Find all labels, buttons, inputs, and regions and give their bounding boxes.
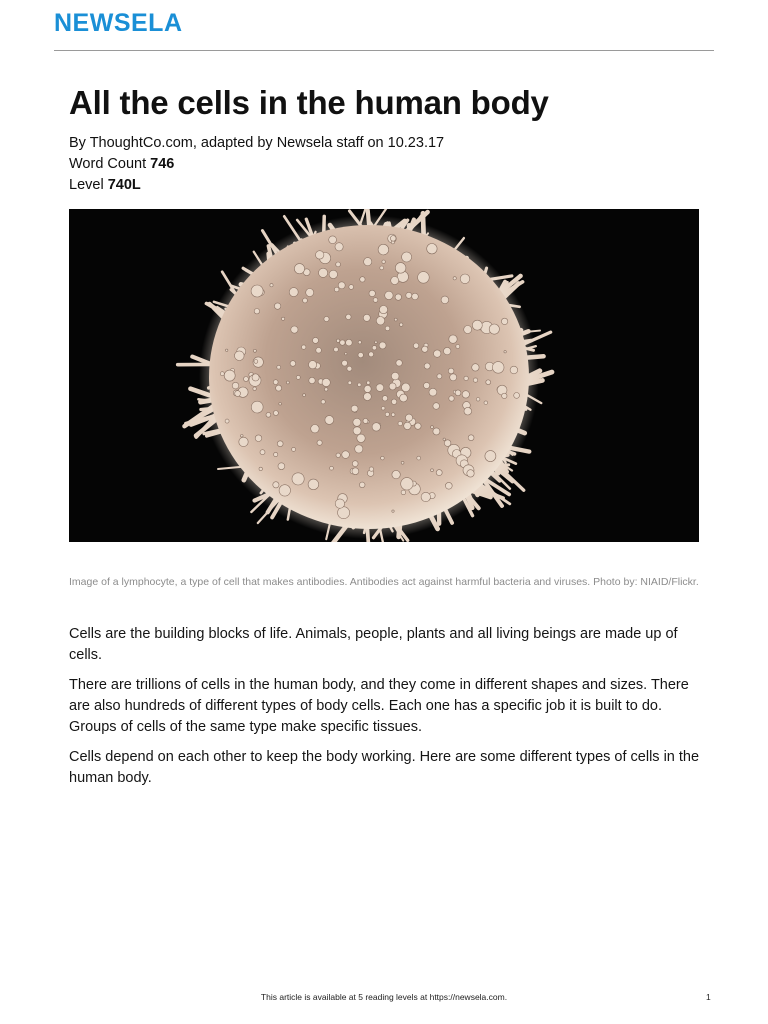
surface-bleb <box>316 251 324 259</box>
surface-bleb <box>239 437 248 446</box>
surface-bleb <box>279 403 282 406</box>
surface-bleb <box>273 482 279 488</box>
surface-bleb <box>251 285 263 297</box>
surface-bleb <box>303 298 308 303</box>
surface-bleb <box>431 426 434 429</box>
surface-bleb <box>400 323 403 326</box>
surface-bleb <box>514 393 520 399</box>
surface-bleb <box>321 400 325 404</box>
surface-bleb <box>351 405 358 412</box>
surface-bleb <box>334 287 339 292</box>
surface-bleb <box>329 236 337 244</box>
surface-bleb <box>424 363 430 369</box>
surface-bleb <box>372 423 380 431</box>
surface-bleb <box>363 314 370 321</box>
article-meta <box>69 133 444 196</box>
surface-bleb <box>277 365 281 369</box>
surface-bleb <box>232 382 239 389</box>
surface-bleb <box>391 399 396 404</box>
surface-bleb <box>278 463 285 470</box>
surface-bleb <box>404 422 411 429</box>
paragraph: Cells depend on each other to keep the body working. Here are some different types of cells in the human body. <box>69 749 700 786</box>
surface-bleb <box>290 361 296 367</box>
surface-bleb <box>401 461 404 464</box>
surface-bleb <box>311 425 319 433</box>
surface-bleb <box>355 445 363 453</box>
surface-bleb <box>418 272 430 284</box>
surface-bleb <box>353 418 361 426</box>
surface-bleb <box>251 401 263 413</box>
surface-bleb <box>400 394 408 402</box>
surface-bleb <box>392 510 394 512</box>
surface-bleb <box>385 412 389 416</box>
surface-bleb <box>455 390 461 396</box>
surface-bleb <box>292 447 296 451</box>
surface-bleb <box>363 418 368 423</box>
surface-bleb <box>337 339 340 342</box>
surface-bleb <box>352 461 358 467</box>
surface-bleb <box>241 435 244 438</box>
surface-bleb <box>282 317 285 320</box>
surface-bleb <box>391 277 399 285</box>
surface-bleb <box>444 347 451 354</box>
surface-bleb <box>405 414 412 421</box>
surface-bleb <box>358 383 362 387</box>
surface-bleb <box>412 293 419 300</box>
surface-bleb <box>453 277 456 280</box>
level-label: Level <box>69 177 104 193</box>
lymphocyte-illustration <box>69 209 699 542</box>
surface-bleb <box>376 317 384 325</box>
surface-bleb <box>413 343 418 348</box>
surface-bleb <box>346 339 353 346</box>
surface-bleb <box>381 407 385 411</box>
surface-bleb <box>325 388 328 391</box>
surface-bleb <box>224 370 235 381</box>
surface-bleb <box>235 391 241 397</box>
surface-bleb <box>396 360 402 366</box>
surface-bleb <box>359 482 365 488</box>
surface-bleb <box>342 451 350 459</box>
surface-bleb <box>334 347 339 352</box>
surface-bleb <box>335 499 344 508</box>
newsela-logo[interactable]: NEWSELA <box>54 9 183 37</box>
surface-bleb <box>467 470 474 477</box>
surface-bleb <box>266 412 271 417</box>
surface-bleb <box>352 468 359 475</box>
surface-bleb <box>274 452 278 456</box>
surface-bleb <box>417 456 421 460</box>
surface-bleb <box>502 393 507 398</box>
reading-level <box>69 175 444 196</box>
word-count-label: Word Count <box>69 156 147 172</box>
surface-bleb <box>309 361 317 369</box>
surface-bleb <box>235 351 245 361</box>
surface-bleb <box>274 303 280 309</box>
surface-bleb <box>306 289 314 297</box>
surface-bleb <box>289 288 298 297</box>
surface-bleb <box>254 360 258 364</box>
surface-bleb <box>401 490 406 495</box>
surface-bleb <box>468 435 474 441</box>
surface-bleb <box>460 274 470 284</box>
surface-bleb <box>372 346 376 350</box>
surface-bleb <box>504 351 506 353</box>
surface-bleb <box>492 362 504 374</box>
image-caption: Image of a lymphocyte, a type of cell that makes antibodies. Antibodies act against harmful bacteria and viruses. Photo by: NIAID/Flickr. <box>69 576 699 588</box>
surface-bleb <box>367 381 370 384</box>
surface-bleb <box>382 260 385 263</box>
surface-bleb <box>353 427 361 435</box>
header-divider <box>54 50 714 51</box>
surface-bleb <box>429 388 437 396</box>
surface-bleb <box>395 294 401 300</box>
surface-bleb <box>364 258 372 266</box>
surface-bleb <box>449 396 454 401</box>
surface-bleb <box>252 374 259 381</box>
surface-bleb <box>450 374 457 381</box>
surface-bleb <box>486 380 491 385</box>
surface-bleb <box>255 435 262 442</box>
surface-bleb <box>402 383 411 392</box>
surface-bleb <box>501 318 507 324</box>
surface-bleb <box>253 387 256 390</box>
surface-bleb <box>394 318 397 321</box>
surface-bleb <box>464 376 468 380</box>
surface-bleb <box>385 291 393 299</box>
article-body <box>69 624 705 798</box>
surface-bleb <box>427 244 437 254</box>
surface-bleb <box>484 401 488 405</box>
surface-bleb <box>443 438 445 440</box>
surface-bleb <box>379 306 387 314</box>
word-count <box>69 154 444 175</box>
surface-bleb <box>369 352 374 357</box>
surface-bleb <box>464 326 472 334</box>
page-number: 1 <box>706 992 711 1002</box>
surface-bleb <box>401 478 413 490</box>
surface-bleb <box>348 381 352 385</box>
surface-bleb <box>273 411 278 416</box>
surface-bleb <box>378 244 389 255</box>
surface-bleb <box>464 407 472 415</box>
surface-bleb <box>313 337 319 343</box>
surface-bleb <box>369 467 373 471</box>
surface-bleb <box>385 326 390 331</box>
surface-bleb <box>309 377 315 383</box>
surface-bleb <box>392 470 400 478</box>
surface-bleb <box>335 243 343 251</box>
surface-bleb <box>402 252 412 262</box>
surface-bleb <box>324 316 329 321</box>
level-value: 740L <box>107 177 141 193</box>
surface-bleb <box>338 282 345 289</box>
surface-bleb <box>322 378 330 386</box>
surface-bleb <box>336 453 340 457</box>
surface-bleb <box>347 366 352 371</box>
surface-bleb <box>360 277 365 282</box>
surface-bleb <box>340 340 345 345</box>
surface-bleb <box>472 320 482 330</box>
surface-bleb <box>424 382 430 388</box>
surface-bleb <box>489 324 499 334</box>
surface-bleb <box>406 292 412 298</box>
surface-bleb <box>294 264 304 274</box>
article-title: All the cells in the human body <box>69 84 549 121</box>
surface-bleb <box>357 434 365 442</box>
surface-bleb <box>382 396 387 401</box>
surface-bleb <box>381 456 385 460</box>
surface-bleb <box>316 348 322 354</box>
surface-bleb <box>391 413 395 417</box>
surface-bleb <box>308 479 319 490</box>
surface-bleb <box>390 236 396 242</box>
paragraph: Cells are the building blocks of life. Animals, people, plants and all living beings are made up of cells. <box>69 626 678 663</box>
surface-bleb <box>421 492 430 501</box>
surface-bleb <box>369 290 375 296</box>
surface-bleb <box>220 372 224 376</box>
surface-bleb <box>434 350 441 357</box>
surface-bleb <box>415 423 421 429</box>
lymphocyte-photo <box>69 209 699 542</box>
surface-bleb <box>325 416 334 425</box>
surface-bleb <box>345 353 347 355</box>
surface-bleb <box>395 263 406 274</box>
surface-bleb <box>436 470 442 476</box>
surface-bleb <box>510 366 518 374</box>
surface-bleb <box>389 383 396 390</box>
surface-bleb <box>448 368 454 374</box>
surface-bleb <box>376 384 384 392</box>
surface-bleb <box>445 482 452 489</box>
surface-bleb <box>472 364 479 371</box>
surface-bleb <box>292 473 304 485</box>
word-count-value: 746 <box>150 156 175 172</box>
surface-bleb <box>358 352 363 357</box>
surface-bleb <box>279 485 290 496</box>
paragraph: There are trillions of cells in the human body, and they come in different shapes and sizes. There are also hundreds of different types of body cells. Each one has a specific job it is built to do. Groups of cells of the same type make specific tissues. <box>69 677 689 735</box>
surface-bleb <box>422 346 428 352</box>
footer-note: This article is available at 5 reading levels at https://newsela.com. <box>260 992 508 1002</box>
surface-bleb <box>380 266 384 270</box>
surface-bleb <box>364 385 371 392</box>
surface-bleb <box>433 403 440 410</box>
surface-bleb <box>358 341 361 344</box>
surface-bleb <box>342 360 348 366</box>
surface-bleb <box>317 440 322 445</box>
surface-bleb <box>456 345 460 349</box>
surface-bleb <box>302 345 306 349</box>
surface-bleb <box>291 326 298 333</box>
surface-bleb <box>398 421 402 425</box>
byline: By ThoughtCo.com, adapted by Newsela staff on 10.23.17 <box>69 135 445 151</box>
surface-bleb <box>296 375 300 379</box>
surface-bleb <box>277 441 283 447</box>
surface-bleb <box>437 374 442 379</box>
surface-bleb <box>254 309 259 314</box>
surface-bleb <box>330 466 334 470</box>
surface-bleb <box>349 285 354 290</box>
surface-bleb <box>276 385 282 391</box>
surface-bleb <box>375 341 378 344</box>
surface-bleb <box>364 393 372 401</box>
surface-bleb <box>287 381 290 384</box>
surface-bleb <box>441 296 449 304</box>
surface-bleb <box>346 314 351 319</box>
surface-bleb <box>336 262 341 267</box>
surface-bleb <box>462 391 469 398</box>
surface-bleb <box>270 284 273 287</box>
surface-bleb <box>273 380 278 385</box>
surface-bleb <box>431 469 434 472</box>
surface-bleb <box>303 394 306 397</box>
surface-bleb <box>476 398 480 402</box>
surface-bleb <box>253 349 256 352</box>
surface-bleb <box>260 450 265 455</box>
surface-bleb <box>473 378 477 382</box>
surface-bleb <box>373 298 378 303</box>
surface-bleb <box>319 268 328 277</box>
surface-bleb <box>391 372 399 380</box>
surface-bleb <box>433 428 440 435</box>
surface-bleb <box>485 451 496 462</box>
surface-bleb <box>379 342 386 349</box>
surface-bleb <box>449 335 457 343</box>
surface-bleb <box>259 467 262 470</box>
surface-bleb <box>329 270 337 278</box>
surface-bleb <box>225 419 229 423</box>
surface-bleb <box>244 377 249 382</box>
surface-bleb <box>226 349 228 351</box>
